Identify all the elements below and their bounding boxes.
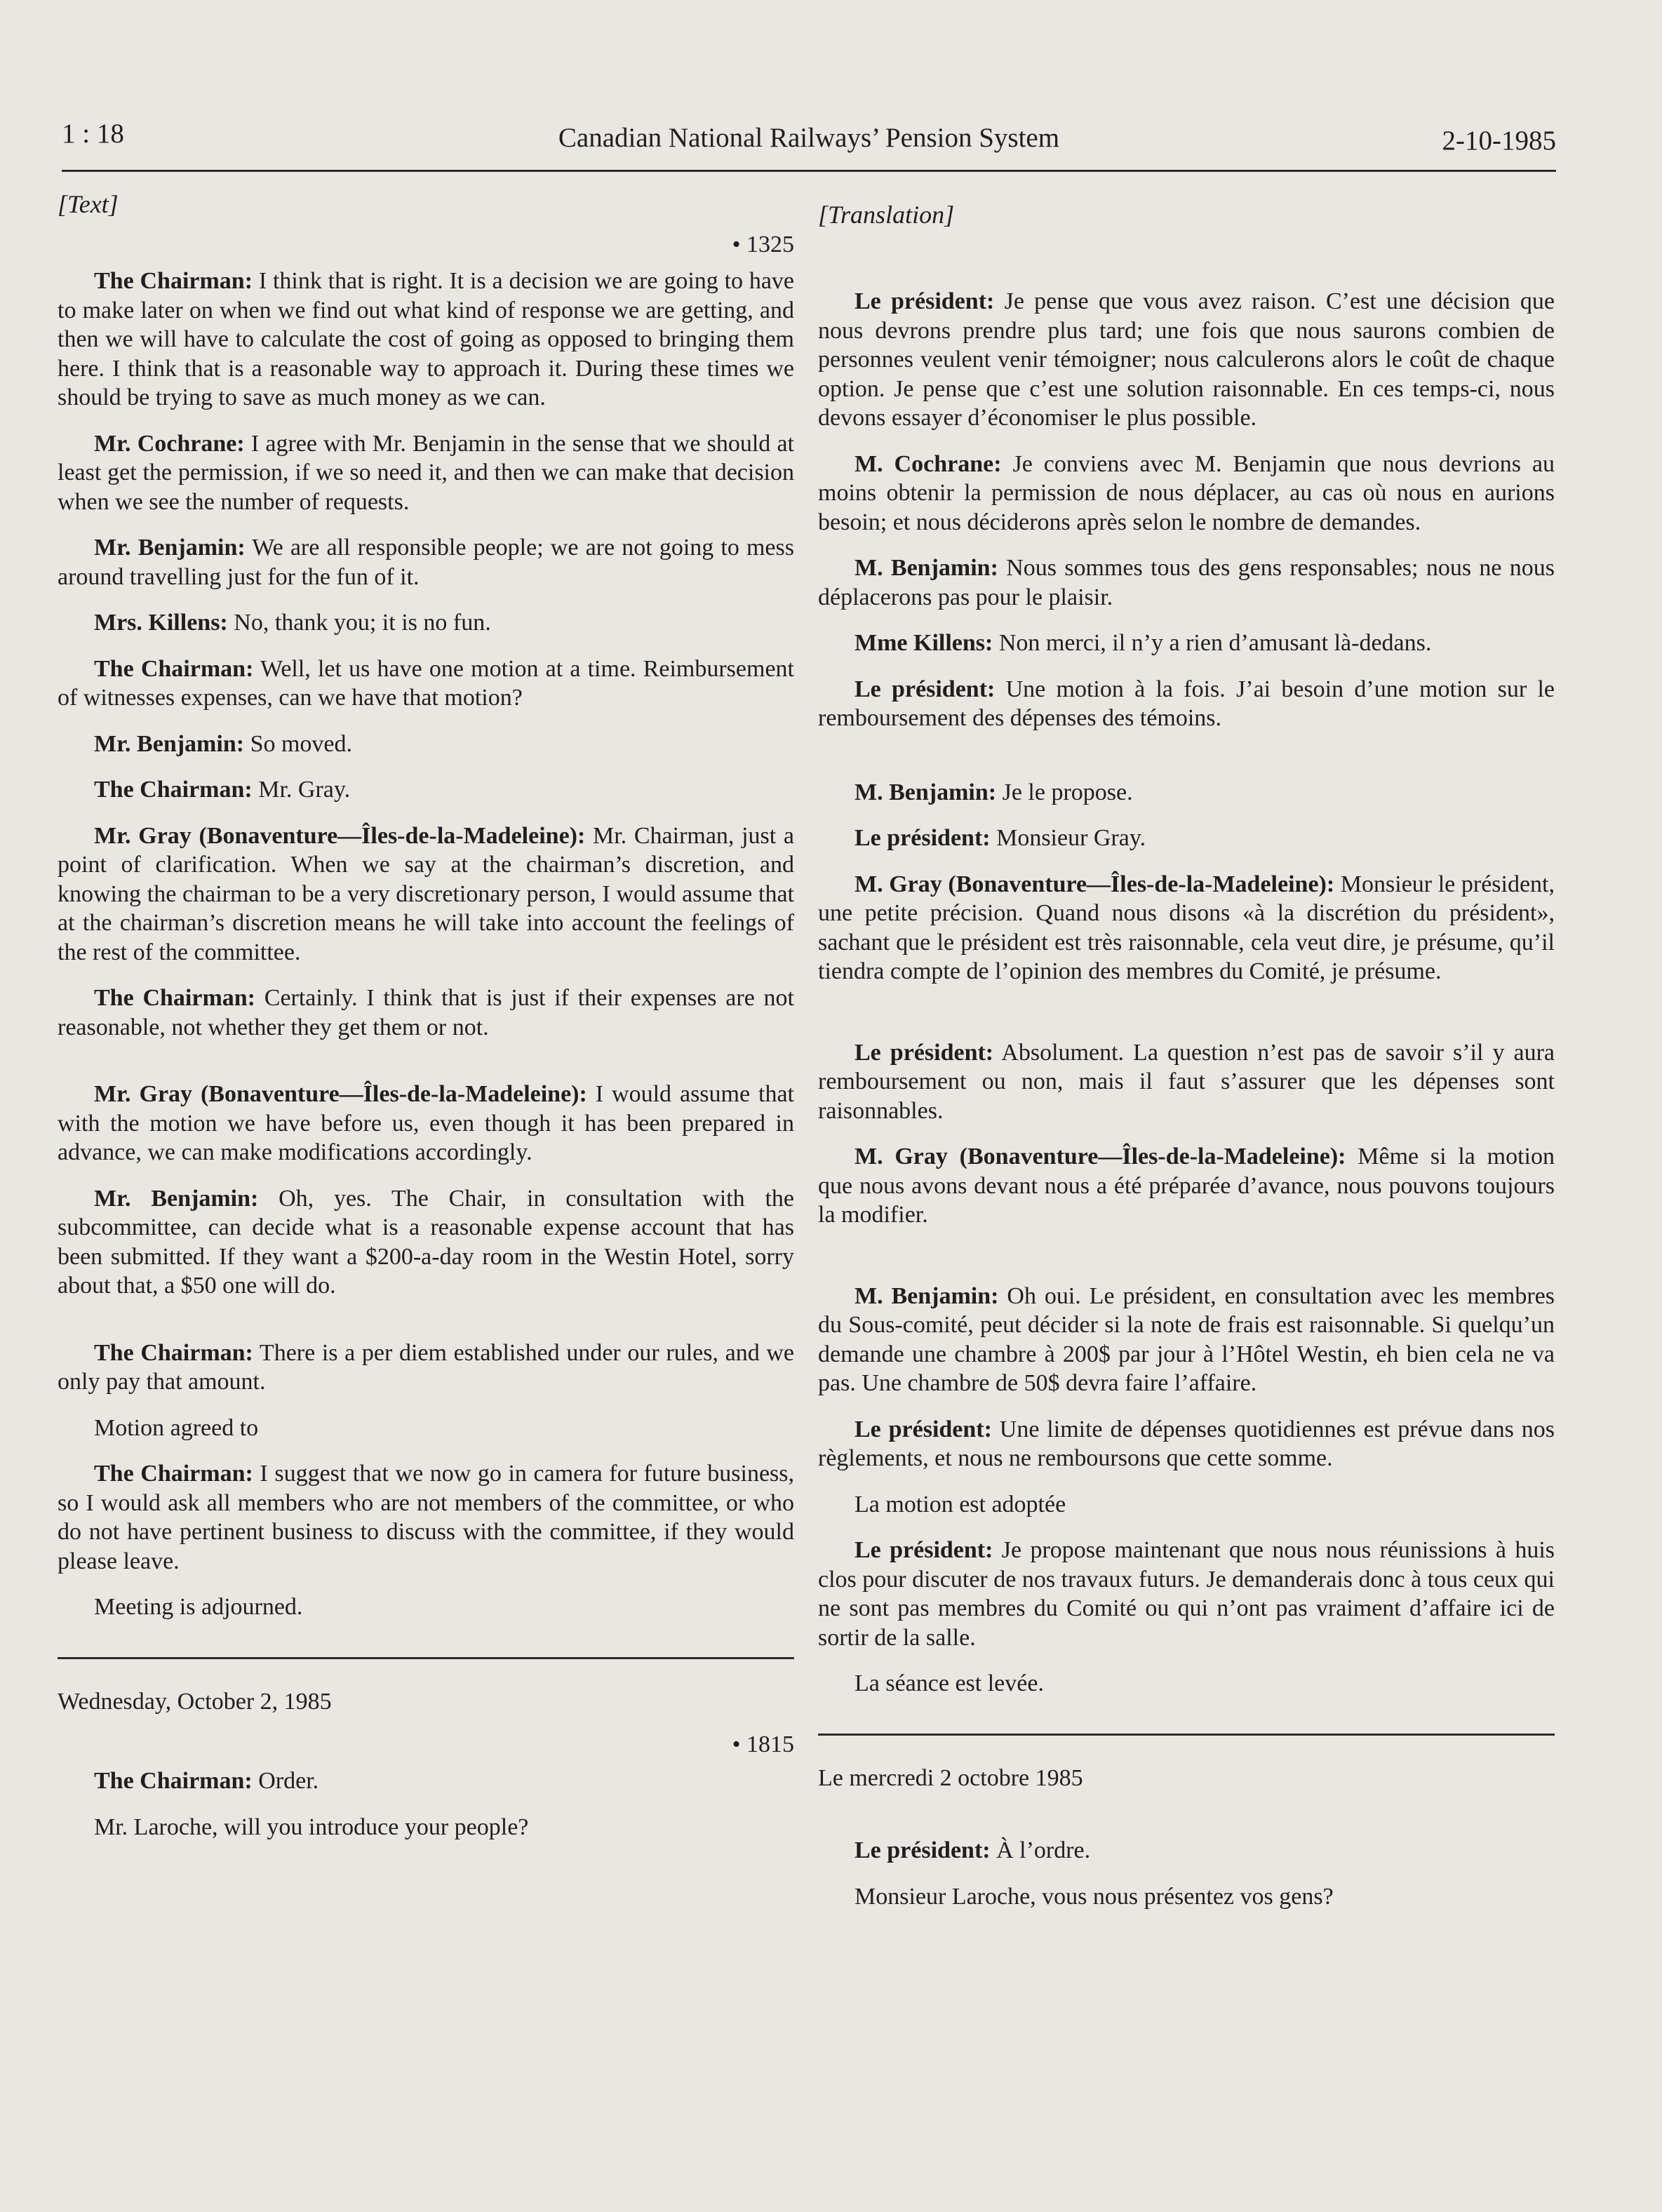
speaker: Mr. Gray (Bonaventure—Îles-de-la-Madeleine): bbox=[94, 822, 586, 849]
paragraph bbox=[58, 1339, 794, 1397]
paragraph: Monsieur Laroche, vous nous présentez vos gens? bbox=[855, 1883, 1334, 1910]
paragraph bbox=[58, 533, 794, 591]
speaker: M. Cochrane: bbox=[855, 450, 1002, 477]
paragraph bbox=[58, 822, 794, 967]
time-marker: • 1325 bbox=[732, 232, 794, 257]
paragraph bbox=[818, 1415, 1555, 1473]
speech: I would assume that with the motion we have before us, even though it has been prepared in advance, we can make modifications accordingly. bbox=[58, 1081, 794, 1165]
paragraph bbox=[58, 730, 794, 759]
speech: There is a per diem established under our rules, and we only pay that amount. bbox=[58, 1339, 794, 1395]
header-rule bbox=[62, 170, 1556, 172]
translation-label: [Translation] bbox=[818, 201, 955, 229]
paragraph bbox=[818, 1282, 1555, 1398]
paragraph bbox=[818, 554, 1555, 612]
page-header bbox=[62, 118, 1556, 161]
speaker: Mr. Benjamin: bbox=[94, 1185, 259, 1212]
adjournment: La séance est levée. bbox=[855, 1670, 1044, 1696]
paragraph bbox=[818, 1836, 1555, 1865]
speech: Une limite de dépenses quotidiennes est prévue dans nos règlements, et nous ne remboursons que cette somme. bbox=[818, 1416, 1555, 1471]
speech: Je conviens avec M. Benjamin que nous devrions au moins obtenir la permission de nous déplacer, au cas où nous en aurions besoin; et nous déciderons après selon le nombre de demandes. bbox=[818, 450, 1555, 535]
paragraph bbox=[58, 267, 794, 413]
speech: Oh, yes. The Chair, in consultation with the subcommittee, can decide what is a reasonable expense account that has been submitted. If they want a $200-a-day room in the Westin Hotel, sorry about that, a $50 one will do. bbox=[58, 1185, 794, 1299]
running-title: Canadian National Railways’ Pension System bbox=[558, 123, 1060, 153]
speaker: Mr. Cochrane: bbox=[94, 430, 245, 457]
text-label: [Text] bbox=[58, 190, 119, 218]
speech: We are all responsible people; we are not going to mess around travelling just for the fun of it. bbox=[58, 535, 794, 590]
speaker: Le président: bbox=[855, 676, 996, 702]
speaker: The Chairman: bbox=[94, 655, 254, 682]
speaker: Mr. Gray (Bonaventure—Îles-de-la-Madeleine): bbox=[94, 1081, 587, 1107]
speech: Je le propose. bbox=[996, 779, 1133, 805]
speaker: Mr. Benjamin: bbox=[94, 535, 246, 561]
speech: Nous sommes tous des gens responsables; nous ne nous déplacerons pas pour le plaisir. bbox=[818, 555, 1555, 610]
paragraph bbox=[818, 1038, 1555, 1126]
paragraph bbox=[58, 1767, 794, 1796]
paragraph bbox=[58, 984, 794, 1042]
speech: Une motion à la fois. J’ai besoin d’une motion sur le remboursement des dépenses des témoins. bbox=[818, 676, 1555, 731]
speech: Order. bbox=[252, 1768, 319, 1794]
speaker: The Chairman: bbox=[94, 777, 253, 803]
speaker: M. Benjamin: bbox=[855, 555, 998, 581]
speech: Monsieur Gray. bbox=[990, 825, 1146, 851]
speaker: M. Gray (Bonaventure—Îles-de-la-Madeleine): bbox=[855, 871, 1335, 897]
speaker: The Chairman: bbox=[94, 1339, 253, 1366]
english-column bbox=[58, 189, 794, 1858]
speaker: Mr. Benjamin: bbox=[94, 730, 245, 757]
paragraph bbox=[818, 629, 1555, 658]
speaker: Mme Killens: bbox=[855, 630, 993, 656]
speaker: The Chairman: bbox=[94, 1461, 253, 1487]
page-number: 1 : 18 bbox=[62, 119, 124, 149]
adjournment: Meeting is adjourned. bbox=[94, 1594, 303, 1620]
speech: I think that is right. It is a decision we are going to have to make later on when we find out what kind of response we are getting, and then we will have to calculate the cost of going as opposed to bringing them here. I think that is a reasonable way to approach it. During these times we should be trying to save as much money as we can. bbox=[58, 268, 795, 410]
speaker: Le président: bbox=[855, 1837, 991, 1863]
speaker: The Chairman: bbox=[94, 268, 253, 294]
speaker: Mrs. Killens: bbox=[94, 610, 228, 636]
speech: Non merci, il n’y a rien d’amusant là-dedans. bbox=[993, 630, 1432, 656]
speech: Oh oui. Le président, en consultation avec les membres du Sous-comité, peut décider si la note de frais est raisonnable. Si quelqu’un demande une chambre à 200$ par jour à l’Hôtel Westin, eh bien cela ne va pas. Une chambre de 50$ devra faire l’affaire. bbox=[818, 1282, 1555, 1396]
speech: Mr. Chairman, just a point of clarification. When we say at the chairman’s discretion, and knowing the chairman to be a very discretionary person, I would assume that at the chairman’s discretion means he will take into account the feelings of the rest of the committee. bbox=[58, 822, 795, 965]
header-date: 2-10-1985 bbox=[1442, 126, 1556, 156]
motion-result: Motion agreed to bbox=[94, 1414, 259, 1441]
time-marker: • 1815 bbox=[732, 1731, 794, 1757]
french-column bbox=[818, 200, 1555, 1928]
paragraph bbox=[58, 608, 794, 638]
speaker: Le président: bbox=[855, 288, 995, 314]
paragraph bbox=[818, 450, 1555, 537]
speaker: M. Benjamin: bbox=[855, 779, 997, 805]
speaker: The Chairman: bbox=[94, 985, 255, 1011]
speech: I agree with Mr. Benjamin in the sense that we should at least get the permission, if we so need it, and then we can make that decision when we see the number of requests. bbox=[58, 430, 794, 515]
speaker: Le président: bbox=[855, 825, 991, 851]
paragraph bbox=[58, 429, 794, 517]
paragraph bbox=[818, 287, 1555, 433]
paragraph bbox=[818, 1142, 1555, 1230]
speech: So moved. bbox=[244, 730, 353, 757]
speech: Certainly. I think that is just if their expenses are not reasonable, not whether they get them or not. bbox=[58, 985, 794, 1040]
paragraph bbox=[58, 1459, 794, 1576]
paragraph bbox=[58, 775, 794, 805]
section-rule bbox=[58, 1657, 794, 1659]
speech: No, thank you; it is no fun. bbox=[227, 610, 491, 636]
paragraph bbox=[818, 675, 1555, 733]
speech: Absolument. La question n’est pas de savoir s’il y aura remboursement ou non, mais il faut s’assurer que les dépenses sont raisonnables. bbox=[818, 1039, 1555, 1124]
sitting-date: Wednesday, October 2, 1985 bbox=[58, 1688, 332, 1715]
speaker: Le président: bbox=[855, 1537, 993, 1563]
paragraph bbox=[58, 655, 794, 713]
sitting-date: Le mercredi 2 octobre 1985 bbox=[818, 1764, 1083, 1791]
motion-result: La motion est adoptée bbox=[855, 1491, 1066, 1517]
speaker: M. Benjamin: bbox=[855, 1282, 999, 1309]
paragraph bbox=[58, 1080, 794, 1167]
speech: Je pense que vous avez raison. C’est une décision que nous devrons prendre plus tard; une fois que nous saurons combien de personnes veulent venir témoigner; nous calculerons alors le coût de chaque option. Je pense que c’est une solution raisonnable. En ces temps-ci, nous devons essayer d’économiser le plus possible. bbox=[818, 288, 1555, 431]
speech: Même si la motion que nous avons devant nous a été préparée d’avance, nous pouvons toujours la modifier. bbox=[818, 1144, 1555, 1228]
speech: I suggest that we now go in camera for future business, so I would ask all members who are not members of the committee, or who do not have pertinent business to discuss with the committee, if they would please leave. bbox=[58, 1461, 794, 1574]
speaker: The Chairman: bbox=[94, 1768, 253, 1794]
speaker: Le président: bbox=[855, 1039, 994, 1066]
paragraph: Mr. Laroche, will you introduce your people? bbox=[94, 1814, 529, 1840]
speech: Monsieur le président, une petite précision. Quand nous disons «à la discrétion du président», sachant que le président est très raisonnable, cela veut dire, je présume, qu’il tiendra compte de l’opinion des membres du Comité, je présume. bbox=[818, 871, 1555, 984]
paragraph bbox=[58, 1184, 794, 1301]
speaker: M. Gray (Bonaventure—Îles-de-la-Madeleine): bbox=[855, 1144, 1346, 1169]
speech: À l’ordre. bbox=[990, 1837, 1091, 1863]
speaker: Le président: bbox=[855, 1416, 992, 1442]
paragraph bbox=[818, 1536, 1555, 1652]
paragraph bbox=[818, 870, 1555, 986]
paragraph bbox=[818, 824, 1555, 853]
section-rule bbox=[818, 1734, 1555, 1736]
speech: Mr. Gray. bbox=[252, 777, 351, 803]
speech: Well, let us have one motion at a time. Reimbursement of witnesses expenses, can we have that motion? bbox=[58, 655, 794, 711]
paragraph bbox=[818, 778, 1555, 807]
speech: Je propose maintenant que nous nous réunissions à huis clos pour discuter de nos travaux futurs. Je demanderais donc à tous ceux qui ne sont pas membres du Comité ou qui n’ont pas vraiment d’affaire ici de sortir de la salle. bbox=[818, 1537, 1555, 1651]
